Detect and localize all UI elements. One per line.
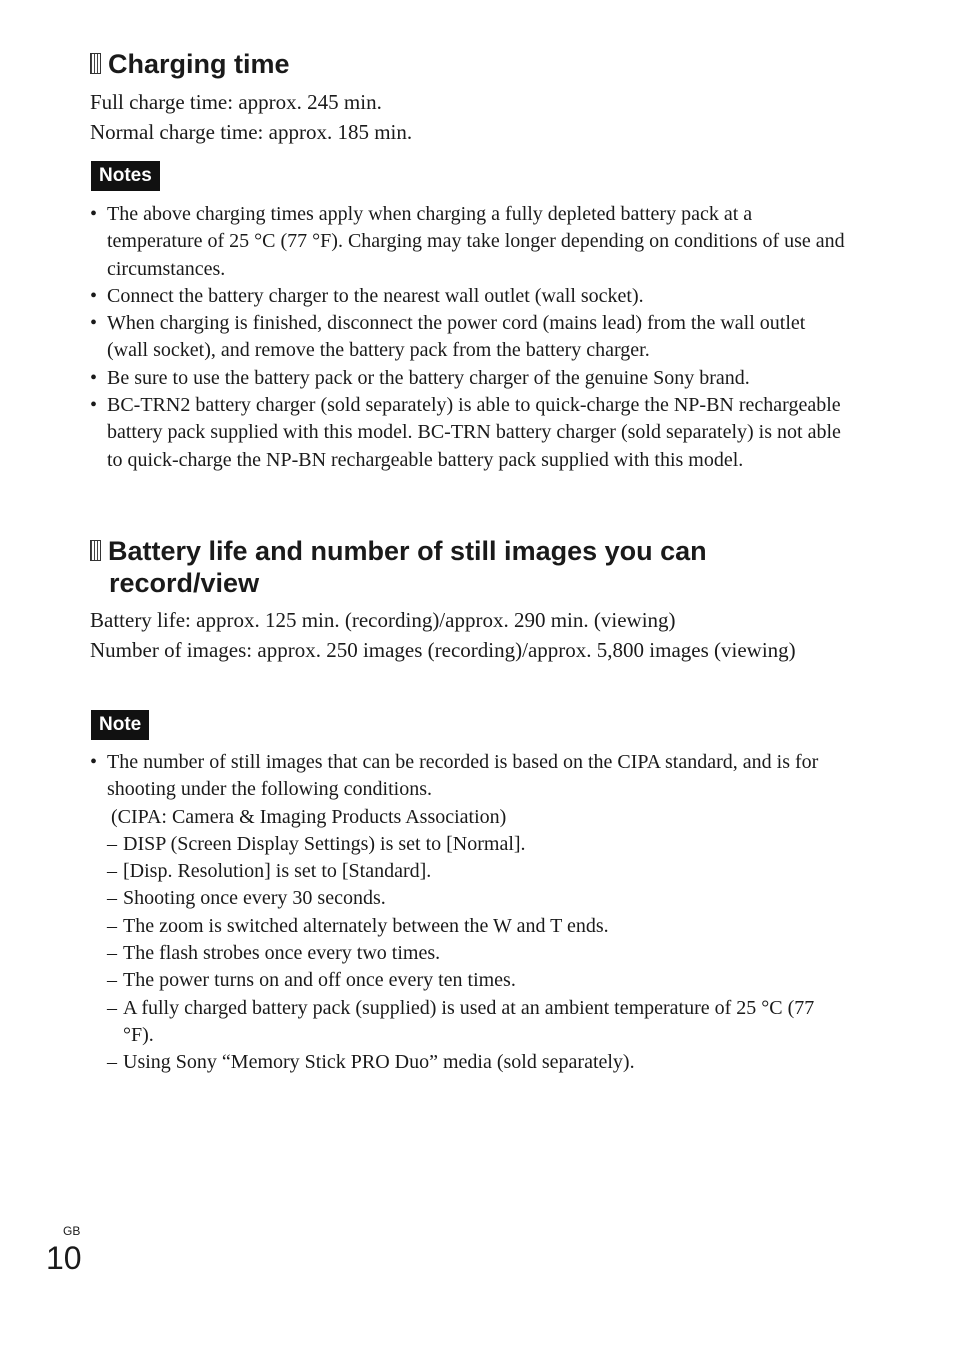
cipa-note: (CIPA: Camera & Imaging Products Association) [111,805,507,828]
condition-text: The zoom is switched alternately between the W and T ends. [123,914,609,937]
bullet-icon: • [90,203,98,225]
list-item [90,392,845,474]
condition-item [107,885,845,912]
condition-item [107,831,845,858]
full-charge-time: Full charge time: approx. 245 min. [90,90,382,114]
notes-label: Notes [91,161,160,191]
charging-time-heading [90,48,290,80]
list-item [90,310,845,365]
condition-item [107,995,845,1050]
battery-life-heading [90,535,707,599]
number-of-images-line: Number of images: approx. 250 images (recording)/approx. 5,800 images (viewing) [90,638,796,662]
charging-notes-list [90,201,845,474]
list-item [90,201,845,283]
normal-charge-time: Normal charge time: approx. 185 min. [90,120,413,144]
dash-icon: – [107,832,117,855]
dash-icon: – [107,914,117,937]
note-text: Connect the battery charger to the nearest wall outlet (wall socket). [107,284,644,307]
shooting-conditions-list [107,831,845,1077]
condition-text: The flash strobes once every two times. [123,942,441,965]
dash-icon: – [107,942,117,965]
note-text: The above charging times apply when charging a fully depleted battery pack at a temperature of 25 °C (77 °F). Charging may take longer depending on conditions of use and circumstances. [107,203,845,280]
condition-item [107,967,845,994]
battery-note-list [90,749,845,1077]
bullet-icon: • [90,366,98,389]
condition-item [107,858,845,885]
bullet-icon: • [90,312,98,335]
section-marker-icon [90,53,101,74]
condition-text: A fully charged battery pack (supplied) is used at an ambient temperature of 25 °C (77 °F). [123,996,815,1046]
note-label: Note [91,710,149,740]
charging-time-values [90,87,850,147]
charging-time-title: Charging time [108,49,290,79]
bullet-icon: • [90,751,98,773]
note-text: When charging is finished, disconnect the power cord (mains lead) from the wall outlet (wall socket), and remove the battery pack from the battery charger. [107,312,806,362]
dash-icon: – [107,969,117,992]
list-item [90,365,845,392]
condition-item [107,1049,845,1076]
note-text: Be sure to use the battery pack or the battery charger of the genuine Sony brand. [107,366,750,389]
region-code: GB [63,1224,81,1238]
condition-item [107,940,845,967]
section-marker-icon [90,540,101,561]
battery-life-title-line2: record/view [109,568,260,598]
note-text: The number of still images that can be recorded is based on the CIPA standard, and is for shooting under the following conditions. [107,751,819,801]
note-text: BC-TRN2 battery charger (sold separately) is able to quick-charge the NP-BN rechargeable battery pack supplied with this model. BC-TRN battery charger (sold separately) is not able to quick-charge the NP-BN rechargeable battery pack supplied with this model. [107,394,841,471]
condition-text: The power turns on and off once every ten times. [123,969,516,992]
dash-icon: – [107,1051,117,1074]
condition-text: DISP (Screen Display Settings) is set to [Normal]. [123,832,526,855]
condition-text: [Disp. Resolution] is set to [Standard]. [123,860,432,883]
list-item [90,749,845,1077]
battery-life-title-line1: Battery life and number of still images you can [108,536,707,566]
condition-text: Shooting once every 30 seconds. [123,887,386,910]
page-number: 10 [46,1240,82,1276]
bullet-icon: • [90,394,98,417]
condition-text: Using Sony “Memory Stick PRO Duo” media (sold separately). [123,1051,635,1074]
dash-icon: – [107,860,117,883]
condition-item [107,913,845,940]
battery-life-line: Battery life: approx. 125 min. (recording)/approx. 290 min. (viewing) [90,608,676,632]
battery-life-values [90,605,850,665]
dash-icon: – [107,887,117,910]
bullet-icon: • [90,284,98,307]
list-item [90,283,845,310]
dash-icon: – [107,996,117,1019]
